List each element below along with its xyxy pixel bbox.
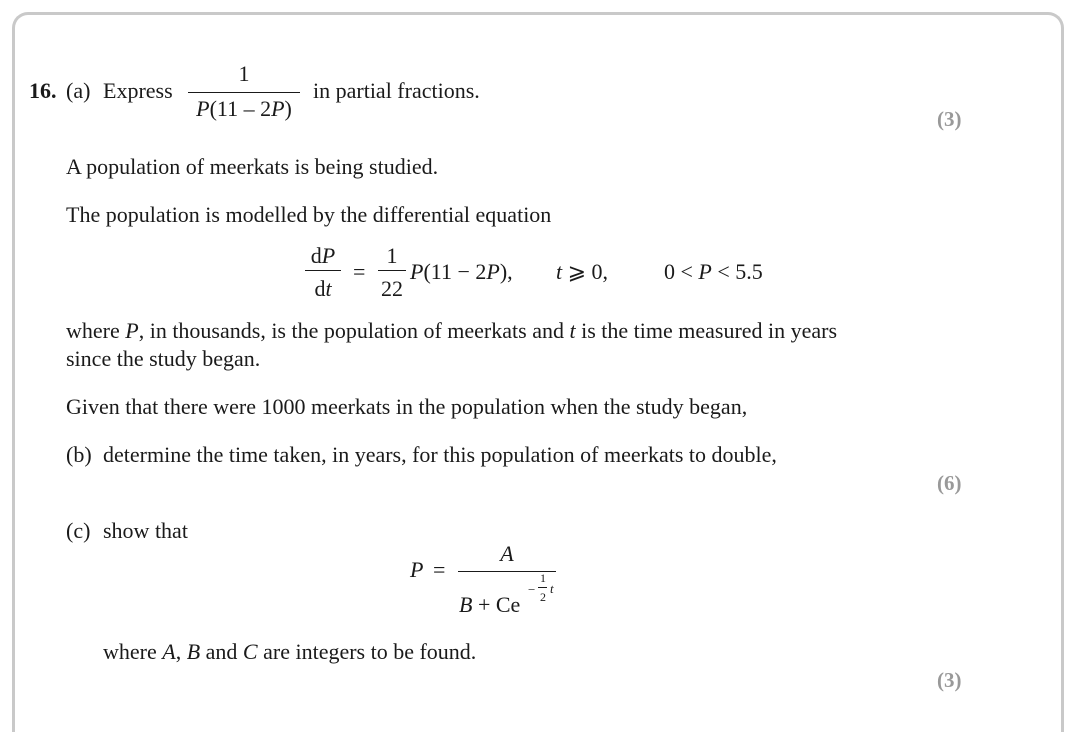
where-line-2: since the study began. — [66, 346, 261, 371]
given-line: Given that there were 1000 meerkats in the population when the study began, — [66, 394, 748, 419]
part-a-suffix: in partial fractions. — [313, 78, 480, 103]
eq-condition-range: 0 < P < 5.5 — [664, 259, 763, 284]
eq-coef-denominator: 22 — [381, 276, 403, 301]
part-a-marks: (3) — [937, 107, 962, 131]
where-line-1: where P, in thousands, is the population of meerkats and t is the time measured in years — [66, 318, 838, 343]
eq-equals: = — [353, 259, 366, 284]
part-a-prefix: Express — [103, 78, 173, 103]
eq-rhs: P(11 − 2P), — [410, 259, 513, 284]
result-eq-equals: = — [433, 557, 446, 582]
partial-fraction-bar — [188, 92, 300, 93]
partial-fraction-denominator: P(11 – 2P) — [196, 96, 292, 121]
result-numerator: A — [500, 541, 514, 566]
eq-lhs-bar — [305, 270, 341, 271]
part-b-marks: (6) — [937, 471, 962, 495]
part-c-where-line: where A, B and C are integers to be found. — [103, 639, 477, 664]
eq-condition-t: t ⩾ 0, — [556, 259, 609, 284]
partial-fraction-numerator: 1 — [238, 61, 250, 86]
eq-lhs-numerator: dP — [310, 243, 336, 268]
exponent-denominator: 2 — [540, 590, 546, 604]
result-denominator: B + Ce — [459, 592, 521, 617]
result-eq-P: P — [410, 557, 424, 582]
exponent-minus: − — [528, 582, 536, 597]
eq-lhs-denominator: dt — [314, 276, 332, 301]
exponent-numerator: 1 — [540, 571, 546, 585]
eq-coef-numerator: 1 — [386, 243, 398, 268]
part-b-text: determine the time taken, in years, for this population of meerkats to double, — [103, 442, 777, 467]
part-c-label: (c) — [66, 518, 91, 543]
part-a-label: (a) — [66, 78, 91, 103]
part-c-marks: (3) — [937, 668, 962, 692]
part-c-text: show that — [103, 518, 188, 543]
eq-coef-bar — [378, 270, 406, 271]
exponent-bar — [538, 587, 547, 588]
part-b-label: (b) — [66, 442, 92, 467]
intro-line-1: A population of meerkats is being studied. — [66, 154, 439, 179]
intro-line-2: The population is modelled by the differential equation — [66, 202, 552, 227]
question-number: 16. — [29, 78, 57, 103]
question-frame — [12, 12, 1064, 732]
exponent-t: t — [550, 581, 554, 596]
